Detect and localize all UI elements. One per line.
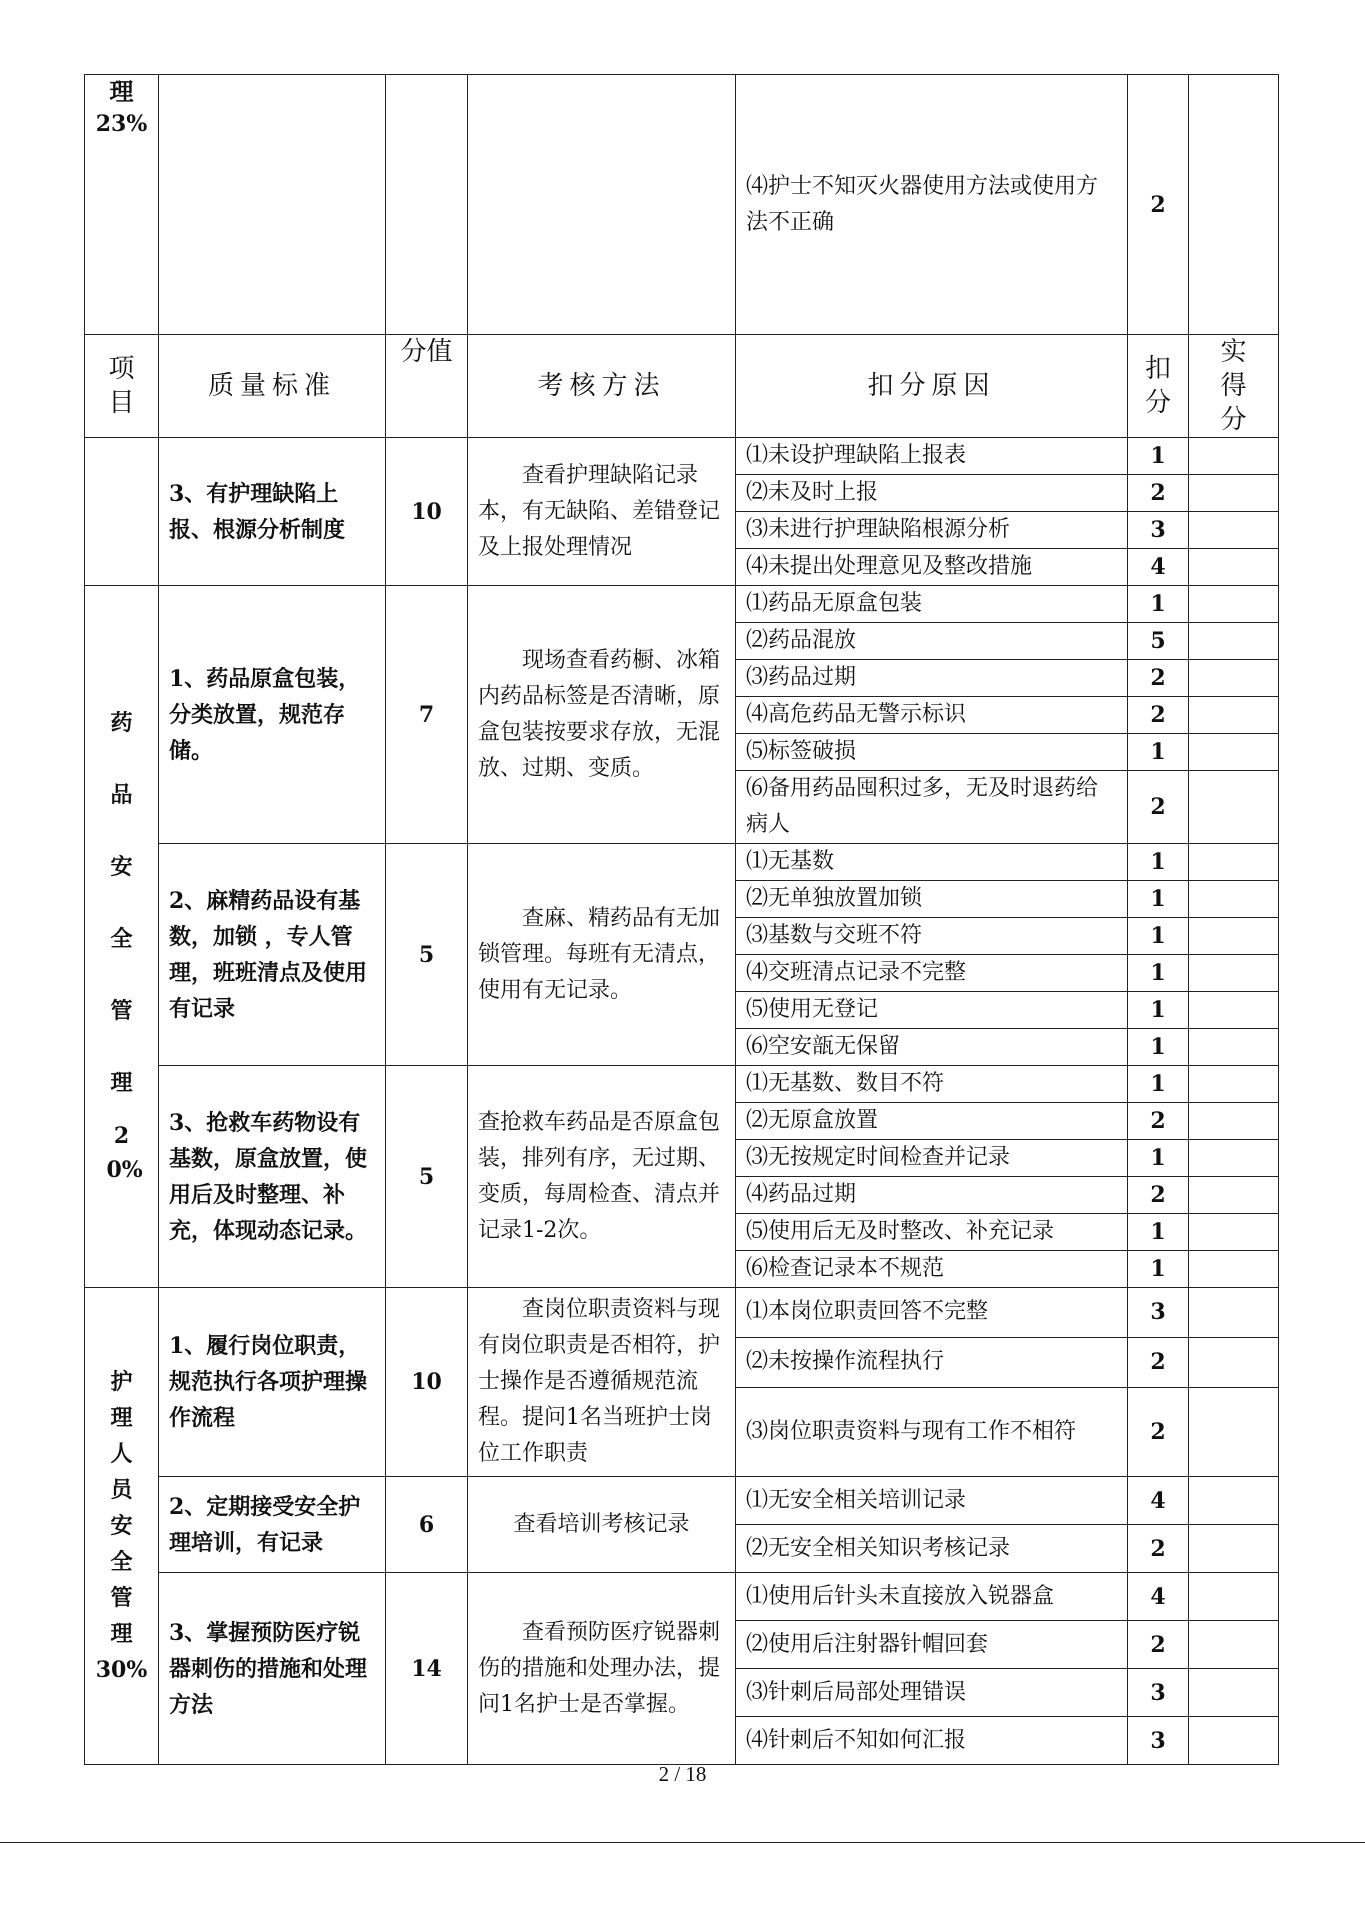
method-cell: 查看护理缺陷记录本，有无缺陷、差错登记及上报处理情况 bbox=[468, 438, 736, 586]
deduct-cell: 2 bbox=[1128, 75, 1189, 335]
actual-cell bbox=[1189, 734, 1279, 771]
deduct-cell: 2 bbox=[1128, 660, 1189, 697]
table-row bbox=[85, 1477, 1279, 1525]
project-char: 全 bbox=[110, 1549, 133, 1575]
deduct-cell: 1 bbox=[1128, 918, 1189, 955]
table-row bbox=[85, 438, 1279, 475]
project-char: 管 bbox=[110, 1585, 133, 1611]
score-cell: 14 bbox=[386, 1573, 468, 1765]
actual-cell bbox=[1189, 438, 1279, 475]
reason-cell: ⑵无单独放置加锁 bbox=[736, 881, 1128, 918]
deduct-cell: 2 bbox=[1128, 475, 1189, 512]
header-deduct: 扣分 bbox=[1128, 335, 1189, 438]
table-row bbox=[85, 1573, 1279, 1621]
reason-cell: ⑸标签破损 bbox=[736, 734, 1128, 771]
reason-cell: ⑹备用药品囤积过多，无及时退药给病人 bbox=[736, 771, 1128, 844]
actual-cell bbox=[1189, 881, 1279, 918]
deduct-cell: 2 bbox=[1128, 1525, 1189, 1573]
deduct-cell: 1 bbox=[1128, 438, 1189, 475]
project-cell bbox=[85, 1288, 159, 1765]
project-cell bbox=[85, 586, 159, 1288]
deduct-cell: 1 bbox=[1128, 734, 1189, 771]
actual-cell bbox=[1189, 1525, 1279, 1573]
reason-cell: ⑷护士不知灭火器使用方法或使用方法不正确 bbox=[736, 75, 1128, 335]
reason-cell: ⑶未进行护理缺陷根源分析 bbox=[736, 512, 1128, 549]
actual-cell bbox=[1189, 1066, 1279, 1103]
standard-cell: 2、定期接受安全护理培训，有记录 bbox=[159, 1477, 386, 1573]
reason-cell: ⑵无原盒放置 bbox=[736, 1103, 1128, 1140]
actual-cell bbox=[1189, 1214, 1279, 1251]
reason-cell: ⑸使用无登记 bbox=[736, 992, 1128, 1029]
project-char: 理 bbox=[110, 1621, 133, 1647]
project-char: 安 bbox=[110, 1513, 133, 1539]
deduct-cell: 2 bbox=[1128, 1177, 1189, 1214]
score-cell: 5 bbox=[386, 844, 468, 1066]
project-char: 药 bbox=[110, 709, 133, 736]
header-score: 分值 bbox=[386, 335, 468, 438]
standard-cell bbox=[159, 75, 386, 335]
method-cell: 查看培训考核记录 bbox=[468, 1477, 736, 1573]
reason-cell: ⑷交班清点记录不完整 bbox=[736, 955, 1128, 992]
project-char: 理 bbox=[110, 1405, 133, 1431]
project-cell bbox=[85, 438, 159, 586]
project-cell bbox=[85, 75, 159, 335]
project-char: 护 bbox=[110, 1369, 133, 1395]
actual-cell bbox=[1189, 1387, 1279, 1476]
deduct-cell: 4 bbox=[1128, 1477, 1189, 1525]
deduct-cell: 2 bbox=[1128, 1387, 1189, 1476]
reason-cell: ⑵药品混放 bbox=[736, 623, 1128, 660]
deduct-cell: 3 bbox=[1128, 1288, 1189, 1338]
actual-cell bbox=[1189, 955, 1279, 992]
reason-cell: ⑷针刺后不知如何汇报 bbox=[736, 1717, 1128, 1765]
actual-cell bbox=[1189, 1029, 1279, 1066]
actual-cell bbox=[1189, 992, 1279, 1029]
reason-cell: ⑵无安全相关知识考核记录 bbox=[736, 1525, 1128, 1573]
actual-cell bbox=[1189, 1288, 1279, 1338]
deduct-cell: 1 bbox=[1128, 992, 1189, 1029]
project-char: 理 bbox=[110, 1069, 133, 1096]
score-cell: 6 bbox=[386, 1477, 468, 1573]
actual-cell bbox=[1189, 1177, 1279, 1214]
actual-cell bbox=[1189, 918, 1279, 955]
method-cell: 查看预防医疗锐器刺伤的措施和处理办法，提问1名护士是否掌握。 bbox=[468, 1573, 736, 1765]
deduct-cell: 2 bbox=[1128, 1103, 1189, 1140]
project-percent: 23% bbox=[95, 111, 148, 137]
method-cell: 现场查看药橱、冰箱内药品标签是否清晰，原盒包装按要求存放，无混放、过期、变质。 bbox=[468, 586, 736, 844]
project-char: 安 bbox=[110, 853, 133, 880]
reason-cell: ⑹空安瓿无保留 bbox=[736, 1029, 1128, 1066]
header-actual: 实得分 bbox=[1189, 335, 1279, 438]
reason-cell: ⑴无安全相关培训记录 bbox=[736, 1477, 1128, 1525]
standard-cell: 3、抢救车药物设有基数，原盒放置，使用后及时整理、补充，体现动态记录。 bbox=[159, 1066, 386, 1288]
reason-cell: ⑵使用后注射器针帽回套 bbox=[736, 1621, 1128, 1669]
method-cell: 查麻、精药品有无加锁管理。每班有无清点，使用有无记录。 bbox=[468, 844, 736, 1066]
deduct-cell: 1 bbox=[1128, 955, 1189, 992]
standard-cell: 1、履行岗位职责，规范执行各项护理操作流程 bbox=[159, 1288, 386, 1477]
actual-cell bbox=[1189, 1669, 1279, 1717]
deduct-cell: 3 bbox=[1128, 1717, 1189, 1765]
deduct-cell: 1 bbox=[1128, 1140, 1189, 1177]
reason-cell: ⑷未提出处理意见及整改措施 bbox=[736, 549, 1128, 586]
reason-cell: ⑴无基数 bbox=[736, 844, 1128, 881]
table-row bbox=[85, 586, 1279, 623]
standard-cell: 3、有护理缺陷上报、根源分析制度 bbox=[159, 438, 386, 586]
score-cell: 7 bbox=[386, 586, 468, 844]
actual-cell bbox=[1189, 1621, 1279, 1669]
standard-cell: 1、药品原盒包装，分类放置，规范存储。 bbox=[159, 586, 386, 844]
project-char: 全 bbox=[110, 925, 133, 952]
actual-cell bbox=[1189, 844, 1279, 881]
deduct-cell: 1 bbox=[1128, 586, 1189, 623]
actual-cell bbox=[1189, 1251, 1279, 1288]
reason-cell: ⑶岗位职责资料与现有工作不相符 bbox=[736, 1387, 1128, 1476]
actual-cell bbox=[1189, 75, 1279, 335]
actual-cell bbox=[1189, 1573, 1279, 1621]
project-percent: 30% bbox=[95, 1657, 148, 1683]
project-char: 品 bbox=[110, 781, 133, 808]
project-char: 员 bbox=[110, 1477, 133, 1503]
deduct-cell: 1 bbox=[1128, 881, 1189, 918]
reason-cell: ⑶针刺后局部处理错误 bbox=[736, 1669, 1128, 1717]
reason-cell: ⑸使用后无及时整改、补充记录 bbox=[736, 1214, 1128, 1251]
table-row bbox=[85, 1066, 1279, 1103]
header-reason: 扣分原因 bbox=[736, 335, 1128, 438]
actual-cell bbox=[1189, 771, 1279, 844]
reason-cell: ⑴未设护理缺陷上报表 bbox=[736, 438, 1128, 475]
header-standard: 质量标准 bbox=[159, 335, 386, 438]
reason-cell: ⑶药品过期 bbox=[736, 660, 1128, 697]
deduct-cell: 3 bbox=[1128, 512, 1189, 549]
reason-cell: ⑶基数与交班不符 bbox=[736, 918, 1128, 955]
deduct-cell: 1 bbox=[1128, 1029, 1189, 1066]
standard-cell: 3、掌握预防医疗锐器刺伤的措施和处理方法 bbox=[159, 1573, 386, 1765]
standard-cell: 2、麻精药品设有基数，加锁 ，专人管理，班班清点及使用有记录 bbox=[159, 844, 386, 1066]
footer-divider bbox=[0, 1842, 1365, 1843]
actual-cell bbox=[1189, 623, 1279, 660]
deduct-cell: 2 bbox=[1128, 1337, 1189, 1387]
header-method: 考核方法 bbox=[468, 335, 736, 438]
actual-cell bbox=[1189, 549, 1279, 586]
table-row bbox=[85, 75, 1279, 335]
reason-cell: ⑴使用后针头未直接放入锐器盒 bbox=[736, 1573, 1128, 1621]
header-row bbox=[85, 335, 1279, 438]
actual-cell bbox=[1189, 1477, 1279, 1525]
reason-cell: ⑴无基数、数目不符 bbox=[736, 1066, 1128, 1103]
actual-cell bbox=[1189, 1140, 1279, 1177]
deduct-cell: 2 bbox=[1128, 1621, 1189, 1669]
actual-cell bbox=[1189, 660, 1279, 697]
score-cell bbox=[386, 75, 468, 335]
reason-cell: ⑷药品过期 bbox=[736, 1177, 1128, 1214]
deduct-cell: 1 bbox=[1128, 844, 1189, 881]
reason-cell: ⑹检查记录本不规范 bbox=[736, 1251, 1128, 1288]
actual-cell bbox=[1189, 697, 1279, 734]
actual-cell bbox=[1189, 1717, 1279, 1765]
score-cell: 10 bbox=[386, 1288, 468, 1477]
page-number: 2 / 18 bbox=[658, 1762, 707, 1786]
reason-cell: ⑷高危药品无警示标识 bbox=[736, 697, 1128, 734]
table-row bbox=[85, 1288, 1279, 1338]
reason-cell: ⑶无按规定时间检查并记录 bbox=[736, 1140, 1128, 1177]
project-tail: 理 bbox=[109, 77, 134, 106]
deduct-cell: 4 bbox=[1128, 1573, 1189, 1621]
method-cell bbox=[468, 75, 736, 335]
assessment-table bbox=[84, 74, 1279, 1765]
project-percent: 20% bbox=[106, 1122, 143, 1183]
deduct-cell: 2 bbox=[1128, 697, 1189, 734]
header-project: 项目 bbox=[85, 335, 159, 438]
deduct-cell: 1 bbox=[1128, 1214, 1189, 1251]
deduct-cell: 2 bbox=[1128, 771, 1189, 844]
deduct-cell: 5 bbox=[1128, 623, 1189, 660]
deduct-cell: 1 bbox=[1128, 1066, 1189, 1103]
score-cell: 5 bbox=[386, 1066, 468, 1288]
actual-cell bbox=[1189, 512, 1279, 549]
actual-cell bbox=[1189, 1337, 1279, 1387]
deduct-cell: 4 bbox=[1128, 549, 1189, 586]
project-char: 人 bbox=[110, 1441, 133, 1467]
reason-cell: ⑴本岗位职责回答不完整 bbox=[736, 1288, 1128, 1338]
project-char: 管 bbox=[110, 997, 133, 1024]
method-cell: 查岗位职责资料与现有岗位职责是否相符，护士操作是否遵循规范流程。提问1名当班护士岗位工作职责 bbox=[468, 1288, 736, 1477]
deduct-cell: 3 bbox=[1128, 1669, 1189, 1717]
method-cell: 查抢救车药品是否原盒包装，排列有序，无过期、变质，每周检查、清点并记录1-2次。 bbox=[468, 1066, 736, 1288]
reason-cell: ⑵未按操作流程执行 bbox=[736, 1337, 1128, 1387]
score-cell: 10 bbox=[386, 438, 468, 586]
actual-cell bbox=[1189, 1103, 1279, 1140]
reason-cell: ⑵未及时上报 bbox=[736, 475, 1128, 512]
actual-cell bbox=[1189, 475, 1279, 512]
table-row bbox=[85, 844, 1279, 881]
reason-cell: ⑴药品无原盒包装 bbox=[736, 586, 1128, 623]
actual-cell bbox=[1189, 586, 1279, 623]
deduct-cell: 1 bbox=[1128, 1251, 1189, 1288]
